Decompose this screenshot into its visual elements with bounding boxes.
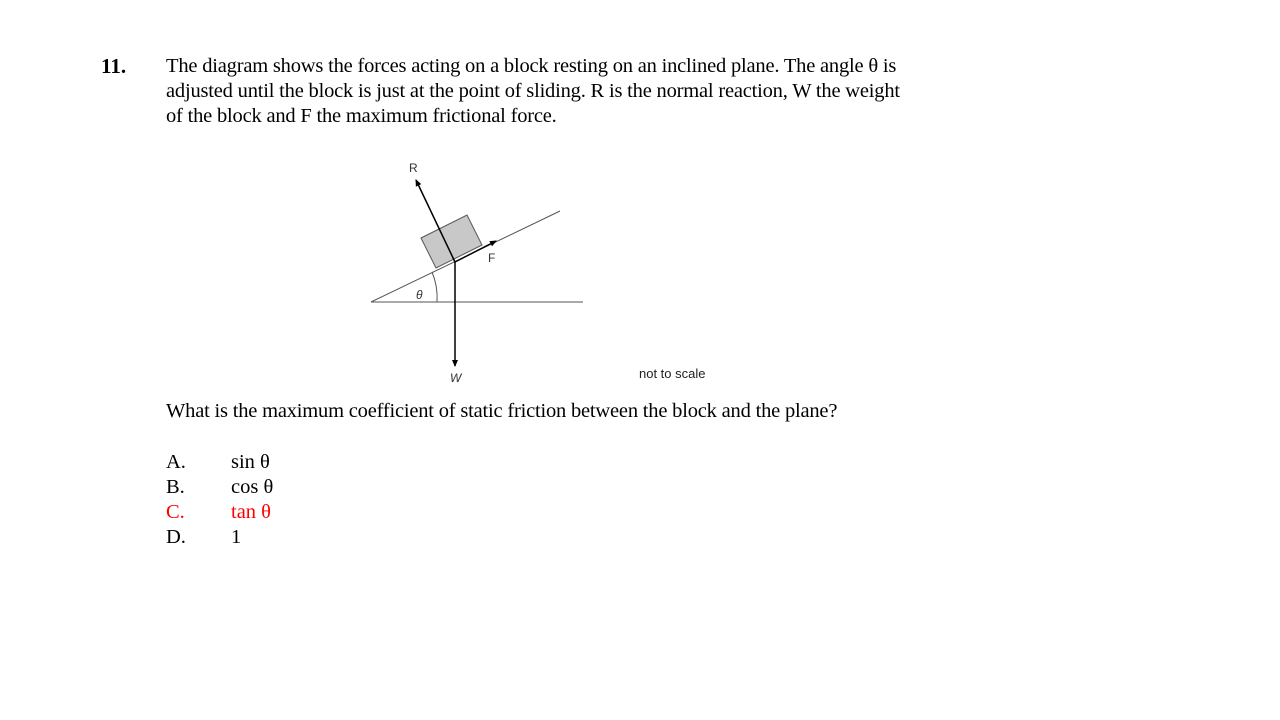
- answer-options: [166, 450, 273, 550]
- angle-arc: [432, 272, 437, 302]
- friction-force-label: F: [488, 251, 496, 265]
- option-c[interactable]: [166, 500, 273, 525]
- stem-line-3: of the block and F the maximum frictional force.: [166, 105, 557, 127]
- option-b[interactable]: [166, 475, 273, 500]
- scale-note: not to scale: [639, 366, 706, 381]
- normal-force-label: R: [409, 161, 418, 175]
- option-a-text: sin θ: [231, 451, 270, 473]
- option-c-text: tan θ: [231, 501, 271, 523]
- option-d-letter: D.: [166, 526, 186, 548]
- weight-force-label: W: [450, 371, 462, 385]
- question-prompt: What is the maximum coefficient of static friction between the block and the plane?: [166, 400, 838, 422]
- stem-line-1: The diagram shows the forces acting on a block resting on an inclined plane. The angle θ is: [166, 55, 897, 77]
- option-a-letter: A.: [166, 451, 186, 473]
- option-d[interactable]: [166, 525, 273, 550]
- option-b-letter: B.: [166, 476, 185, 498]
- stem-line-2: adjusted until the block is just at the point of sliding. R is the normal reaction, W the weight: [166, 80, 900, 102]
- option-d-text: 1: [231, 526, 242, 548]
- block: [421, 215, 482, 268]
- question-number: 11.: [101, 54, 127, 78]
- option-b-text: cos θ: [231, 476, 274, 498]
- option-c-letter: C.: [166, 501, 185, 523]
- option-a[interactable]: [166, 450, 273, 475]
- angle-label: θ: [416, 288, 423, 302]
